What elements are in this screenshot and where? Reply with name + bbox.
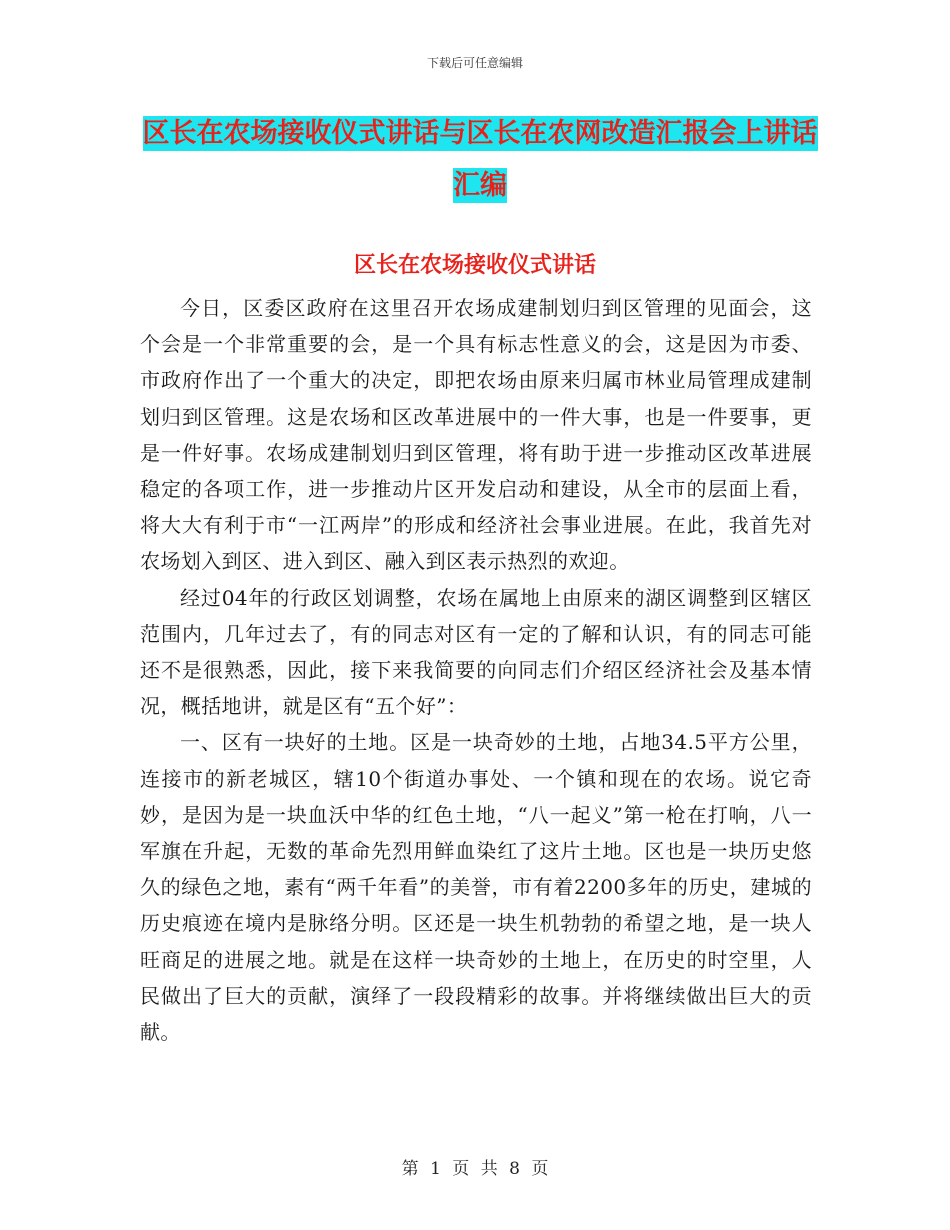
section-title: 区长在农场接收仪式讲话 [353, 253, 596, 278]
document-title [140, 108, 820, 212]
page-number-footer: 第 1 页 共 8 页 [401, 1159, 549, 1179]
body-paragraph: 经过04年的行政区划调整，农场在属地上由原来的湖区调整到区辖区范围内，几年过去了，有的同志对区有一定的了解和认识，有的同志可能还不是很熟悉，因此，接下来我简要的向同志们介绍区经济社会及基本情况，概括地讲，就是区有“五个好”： [140, 585, 812, 719]
document-title-text: 区长在农场接收仪式讲话与区长在农网改造汇报会上讲话汇编 [142, 118, 818, 201]
document-body [140, 290, 812, 1050]
body-paragraph: 一、区有一块好的土地。区是一块奇妙的土地，占地34.5平方公里，连接市的新老城区，辖10个街道办事处、一个镇和现在的农场。说它奇妙，是因为是一块血沃中华的红色土地，“八一起义”第一枪在打响，八一军旗在升起，无数的革命先烈用鲜血染红了这片土地。区也是一块历史悠久的绿色之地，素有“两千年看”的美誉，市有着2200多年的历史，建城的历史痕迹在境内是脉络分明。区还是一块生机勃勃的希望之地，是一块人旺商足的进展之地。就是在这样一块奇妙的土地上，在历史的时空里，人民做出了巨大的贡献，演绎了一段段精彩的故事。并将继续做出巨大的贡献。 [140, 730, 812, 1045]
body-paragraph: 今日，区委区政府在这里召开农场成建制划归到区管理的见面会，这个会是一个非常重要的会，是一个具有标志性意义的会，这是因为市委、市政府作出了一个重大的决定，即把农场由原来归属市林业局管理成建制划归到区管理。这是农场和区改革进展中的一件大事，也是一件要事，更是一件好事。农场成建制划归到区管理，将有助于进一步推动区改革进展稳定的各项工作，进一步推动片区开发启动和建设，从全市的层面上看，将大大有利于市“一江两岸”的形成和经济社会事业进展。在此，我首先对农场划入到区、进入到区、融入到区表示热烈的欢迎。 [140, 296, 812, 574]
page-header-note: 下载后可任意编辑 [426, 56, 523, 70]
